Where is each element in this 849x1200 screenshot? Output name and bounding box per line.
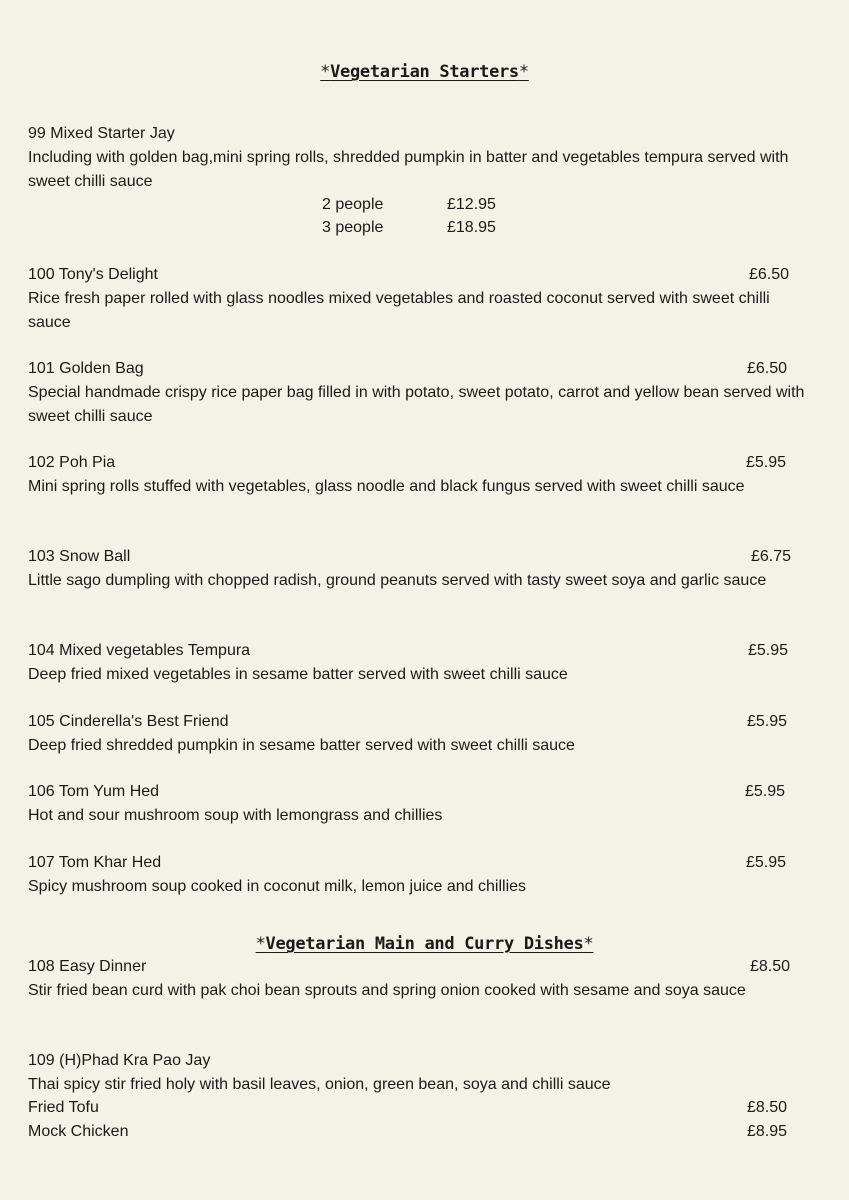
menu-item-price: £5.95 [746,454,787,471]
menu-item-price: £5.95 [745,783,786,800]
variant-option-label: Fried Tofu [28,1099,99,1116]
menu-item-price: £5.95 [747,713,788,730]
menu-item-price: £6.75 [751,548,792,565]
menu-item-price: £6.50 [747,360,788,377]
menu-item-name: 100 Tony's Delight [28,266,158,283]
portion-option-price: £18.95 [447,219,496,236]
menu-item-name: 108 Easy Dinner [28,958,147,975]
menu-item-price: £5.95 [748,642,789,659]
menu-item-description: Deep fried mixed vegetables in sesame batter served with sweet chilli sauce [28,666,568,683]
menu-item-description: Little sago dumpling with chopped radish, ground peanuts served with tasty sweet soya and garlic sauce [28,572,767,589]
menu-item-name: 99 Mixed Starter Jay [28,125,175,142]
menu-item-name: 102 Poh Pia [28,454,116,471]
menu-item-description: Rice fresh paper rolled with glass noodles mixed vegetables and roasted coconut served with sweet chilli sauce [28,290,770,331]
menu-item-description: Thai spicy stir fried holy with basil leaves, onion, green bean, soya and chilli sauce [28,1076,611,1093]
menu-item-name: 104 Mixed vegetables Tempura [28,642,251,659]
menu-item-description: Stir fried bean curd with pak choi bean sprouts and spring onion cooked with sesame and soya sauce [28,982,746,999]
menu-item-price: £6.50 [749,266,790,283]
menu-item-description: Hot and sour mushroom soup with lemongrass and chillies [28,807,443,824]
menu-item-description: Mini spring rolls stuffed with vegetables, glass noodle and black fungus served with sweet chilli sauce [28,478,745,495]
menu-item-name: 107 Tom Khar Hed [28,854,162,871]
asterisk-mark: * [518,62,529,82]
asterisk-mark: * [255,934,266,954]
menu-item-name: 106 Tom Yum Hed [28,783,160,800]
menu-item-name: 105 Cinderella's Best Friend [28,713,229,730]
menu-item-price: £5.95 [746,854,787,871]
menu-item-description: Including with golden bag,mini spring rolls, shredded pumpkin in batter and vegetables tempura served with sweet chilli sauce [28,149,789,190]
menu-item-name: 109 (H)Phad Kra Pao Jay [28,1052,211,1069]
asterisk-mark: * [320,62,331,82]
variant-option-label: Mock Chicken [28,1123,129,1140]
asterisk-mark: * [583,934,594,954]
section-title: Vegetarian Main and Curry Dishes [265,934,584,954]
variant-option-price: £8.95 [747,1123,788,1140]
menu-item-price: £8.50 [750,958,791,975]
menu-item-description: Special handmade crispy rice paper bag filled in with potato, sweet potato, carrot and yellow bean served with sweet chilli sauce [28,384,805,425]
section-heading-mains [0,933,849,957]
menu-item-description: Spicy mushroom soup cooked in coconut milk, lemon juice and chillies [28,878,527,895]
section-title: Vegetarian Starters [330,62,519,82]
menu-item-name: 103 Snow Ball [28,548,131,565]
portion-option-label: 3 people [322,219,384,236]
menu-item-description: Deep fried shredded pumpkin in sesame batter served with sweet chilli sauce [28,737,575,754]
section-heading-starters [0,61,849,85]
menu-item-name: 101 Golden Bag [28,360,144,377]
variant-option-price: £8.50 [747,1099,788,1116]
portion-option-price: £12.95 [447,196,496,213]
portion-option-label: 2 people [322,196,384,213]
